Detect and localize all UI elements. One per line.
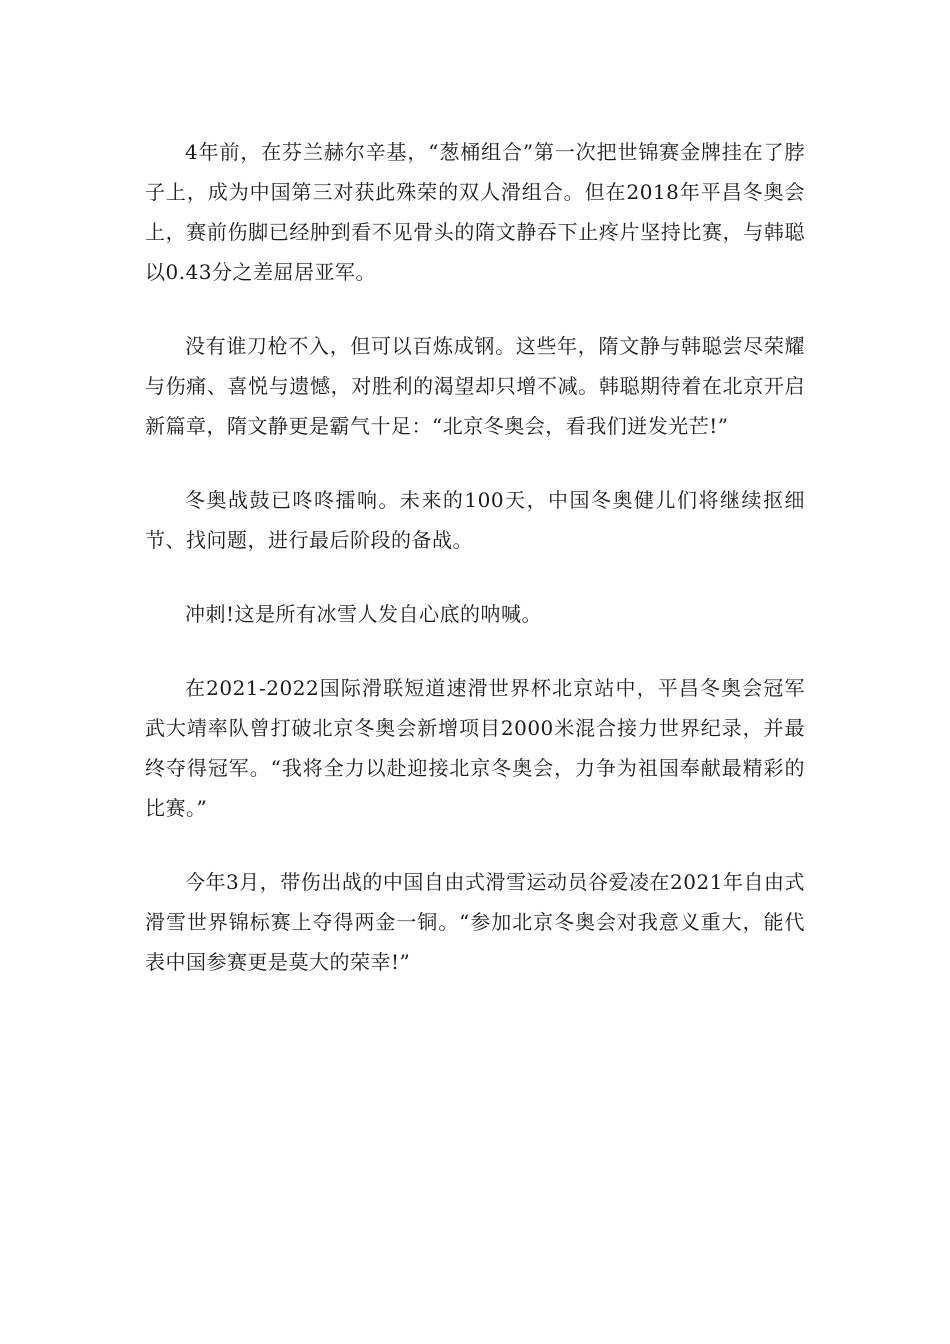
paragraph-2: 没有谁刀枪不入，但可以百炼成钢。这些年，隋文静与韩聪尝尽荣耀与伤痛、喜悦与遗憾，对胜利的渴望却只增不减。韩聪期待着在北京开启新篇章，隋文静更是霸气十足：“北京冬奥会，看我们迸发光芒!” [145, 334, 805, 438]
paragraph-3: 冬奥战鼓已咚咚擂响。未来的100天，中国冬奥健儿们将继续抠细节、找问题，进行最后阶段的备战。 [145, 488, 805, 552]
paragraph-6: 今年3月，带伤出战的中国自由式滑雪运动员谷爱凌在2021年自由式滑雪世界锦标赛上夺得两金一铜。“参加北京冬奥会对我意义重大，能代表中国参赛更是莫大的荣幸!” [145, 870, 805, 974]
paragraph-4: 冲刺!这是所有冰雪人发自心底的呐喊。 [185, 602, 543, 626]
paragraph-5: 在2021-2022国际滑联短道速滑世界杯北京站中，平昌冬奥会冠军武大靖率队曾打破北京冬奥会新增项目2000米混合接力世界纪录，并最终夺得冠军。“我将全力以赴迎接北京冬奥会，力争为祖国奉献最精彩的比赛。” [145, 676, 805, 820]
paragraph-1: 4年前，在芬兰赫尔辛基，“葱桶组合”第一次把世锦赛金牌挂在了脖子上，成为中国第三对获此殊荣的双人滑组合。但在2018年平昌冬奥会上，赛前伤脚已经肿到看不见骨头的隋文静吞下止疼片坚持比赛，与韩聪以0.43分之差屈居亚军。 [145, 140, 805, 284]
document-body [145, 132, 805, 982]
